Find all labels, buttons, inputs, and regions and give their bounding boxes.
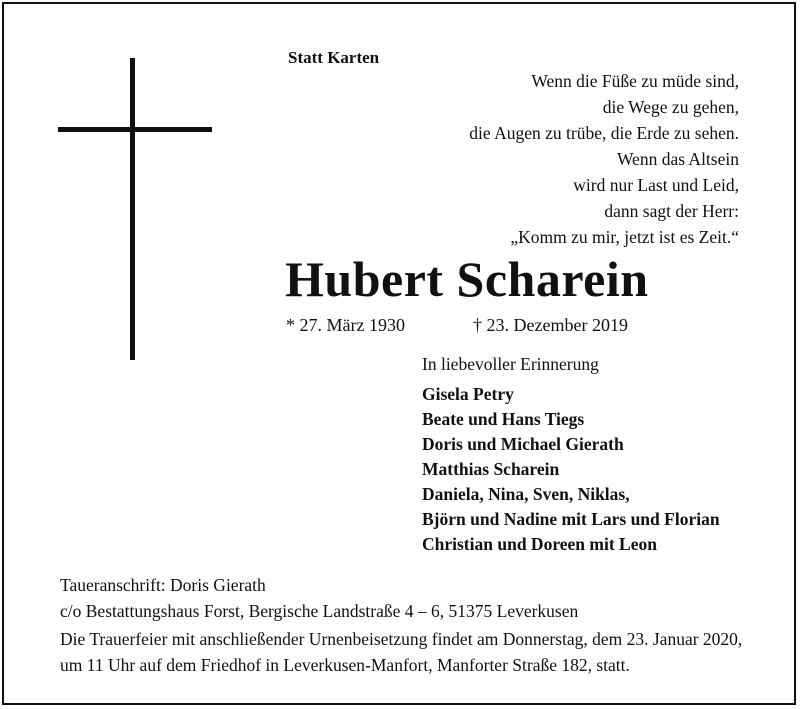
list-item: Gisela Petry <box>422 384 514 404</box>
poem-line: Wenn das Altsein <box>616 149 739 169</box>
mourning-address <box>60 572 578 624</box>
memory-text: In liebevoller Erinnerung <box>422 354 599 374</box>
list-item: Doris und Michael Gierath <box>422 434 624 454</box>
poem-line: die Wege zu gehen, <box>602 97 739 117</box>
address-line: Taueranschrift: Doris Gierath <box>60 575 266 595</box>
poem-line: Wenn die Füße zu müde sind, <box>531 71 739 91</box>
list-item: Björn und Nadine mit Lars und Florian <box>422 509 720 529</box>
poem-line: wird nur Last und Leid, <box>573 175 739 195</box>
poem-line: dann sagt der Herr: <box>604 201 739 221</box>
cross-icon <box>130 58 135 360</box>
statt-karten: Statt Karten <box>288 48 380 67</box>
poem-line: „Komm zu mir, jetzt ist es Zeit.“ <box>510 227 739 247</box>
poem-line: die Augen zu trübe, die Erde zu sehen. <box>469 123 739 143</box>
poem <box>469 68 739 250</box>
list-item: Matthias Scharein <box>422 459 560 479</box>
death-date: † 23. Dezember 2019 <box>473 315 628 335</box>
address-line: c/o Bestattungshaus Forst, Bergische Landstraße 4 – 6, 51375 Leverkusen <box>60 601 579 621</box>
deceased-name: Hubert Scharein <box>285 251 649 307</box>
obituary-card <box>2 2 796 705</box>
mourners-list <box>422 382 720 557</box>
list-item: Daniela, Nina, Sven, Niklas, <box>422 484 630 504</box>
cross-icon-bar <box>58 127 212 132</box>
list-item: Beate und Hans Tiegs <box>422 409 585 429</box>
birth-date: * 27. März 1930 <box>286 315 405 335</box>
list-item: Christian und Doreen mit Leon <box>422 534 657 554</box>
ceremony-notice: Die Trauerfeier mit anschließender Urnenbeisetzung findet am Donnerstag, dem 23. Januar 2020, um 11 Uhr auf dem Friedhof in Leverkusen-Manfort, Manforter Straße 182, statt. <box>60 629 743 675</box>
